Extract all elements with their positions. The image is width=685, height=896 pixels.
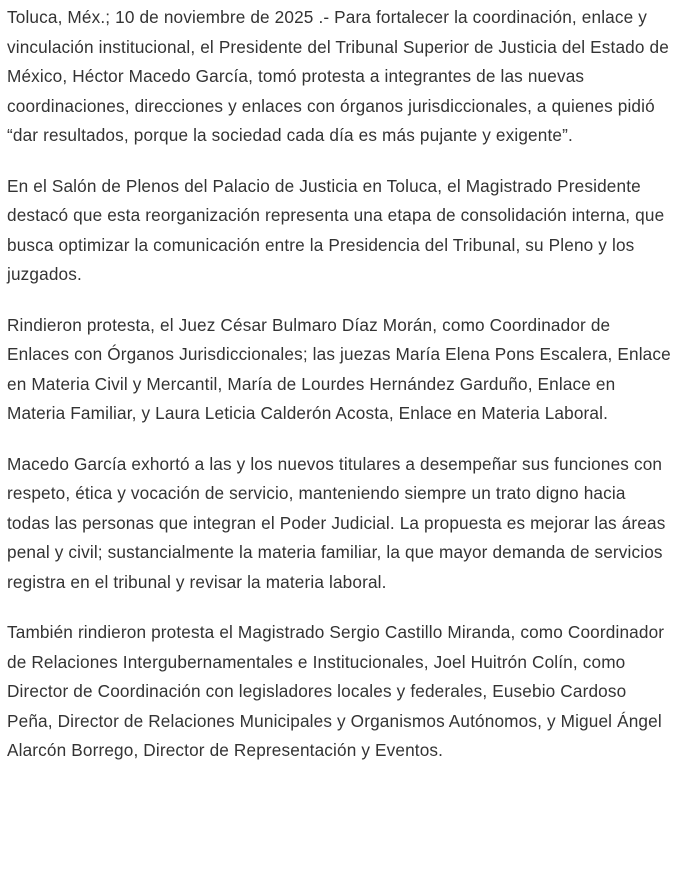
- article-paragraph-4: Macedo García exhortó a las y los nuevos titulares a desempeñar sus funciones con respeto, ética y vocación de servicio, manteniendo siempre un trato digno hacia todas las personas que integran el Poder Judicial. La propuesta es mejorar las áreas penal y civil; sustancialmente la materia familiar, la que mayor demanda de servicios registra en el tribunal y revisar la materia laboral.: [7, 453, 666, 592]
- article-paragraph-1: Toluca, Méx.; 10 de noviembre de 2025 .- Para fortalecer la coordinación, enlace y vinculación institucional, el Presidente del Tribunal Superior de Justicia del Estado de México, Héctor Macedo García, tomó protesta a integrantes de las nuevas coordinaciones, direcciones y enlaces con órganos jurisdiccionales, a quienes pidió “dar resultados, porque la sociedad cada día es más pujante y exigente”.: [7, 7, 669, 146]
- article-paragraph-2: En el Salón de Plenos del Palacio de Justicia en Toluca, el Magistrado Presidente destacó que esta reorganización representa una etapa de consolidación interna, que busca optimizar la comunicación entre la Presidencia del Tribunal, su Pleno y los juzgados.: [7, 175, 665, 285]
- article-paragraph-5: También rindieron protesta el Magistrado Sergio Castillo Miranda, como Coordinador de Relaciones Intergubernamentales e Institucionales, Joel Huitrón Colín, como Director de Coordinación con legisladores locales y federales, Eusebio Cardoso Peña, Director de Relaciones Municipales y Organismos Autónomos, y Miguel Ángel Alarcón Borrego, Director de Representación y Eventos.: [7, 622, 665, 761]
- article-paragraph-3: Rindieron protesta, el Juez César Bulmaro Díaz Morán, como Coordinador de Enlaces con Órganos Jurisdiccionales; las juezas María Elena Pons Escalera, Enlace en Materia Civil y Mercantil, María de Lourdes Hernández Garduño, Enlace en Materia Familiar, y Laura Leticia Calderón Acosta, Enlace en Materia Laboral.: [7, 314, 671, 424]
